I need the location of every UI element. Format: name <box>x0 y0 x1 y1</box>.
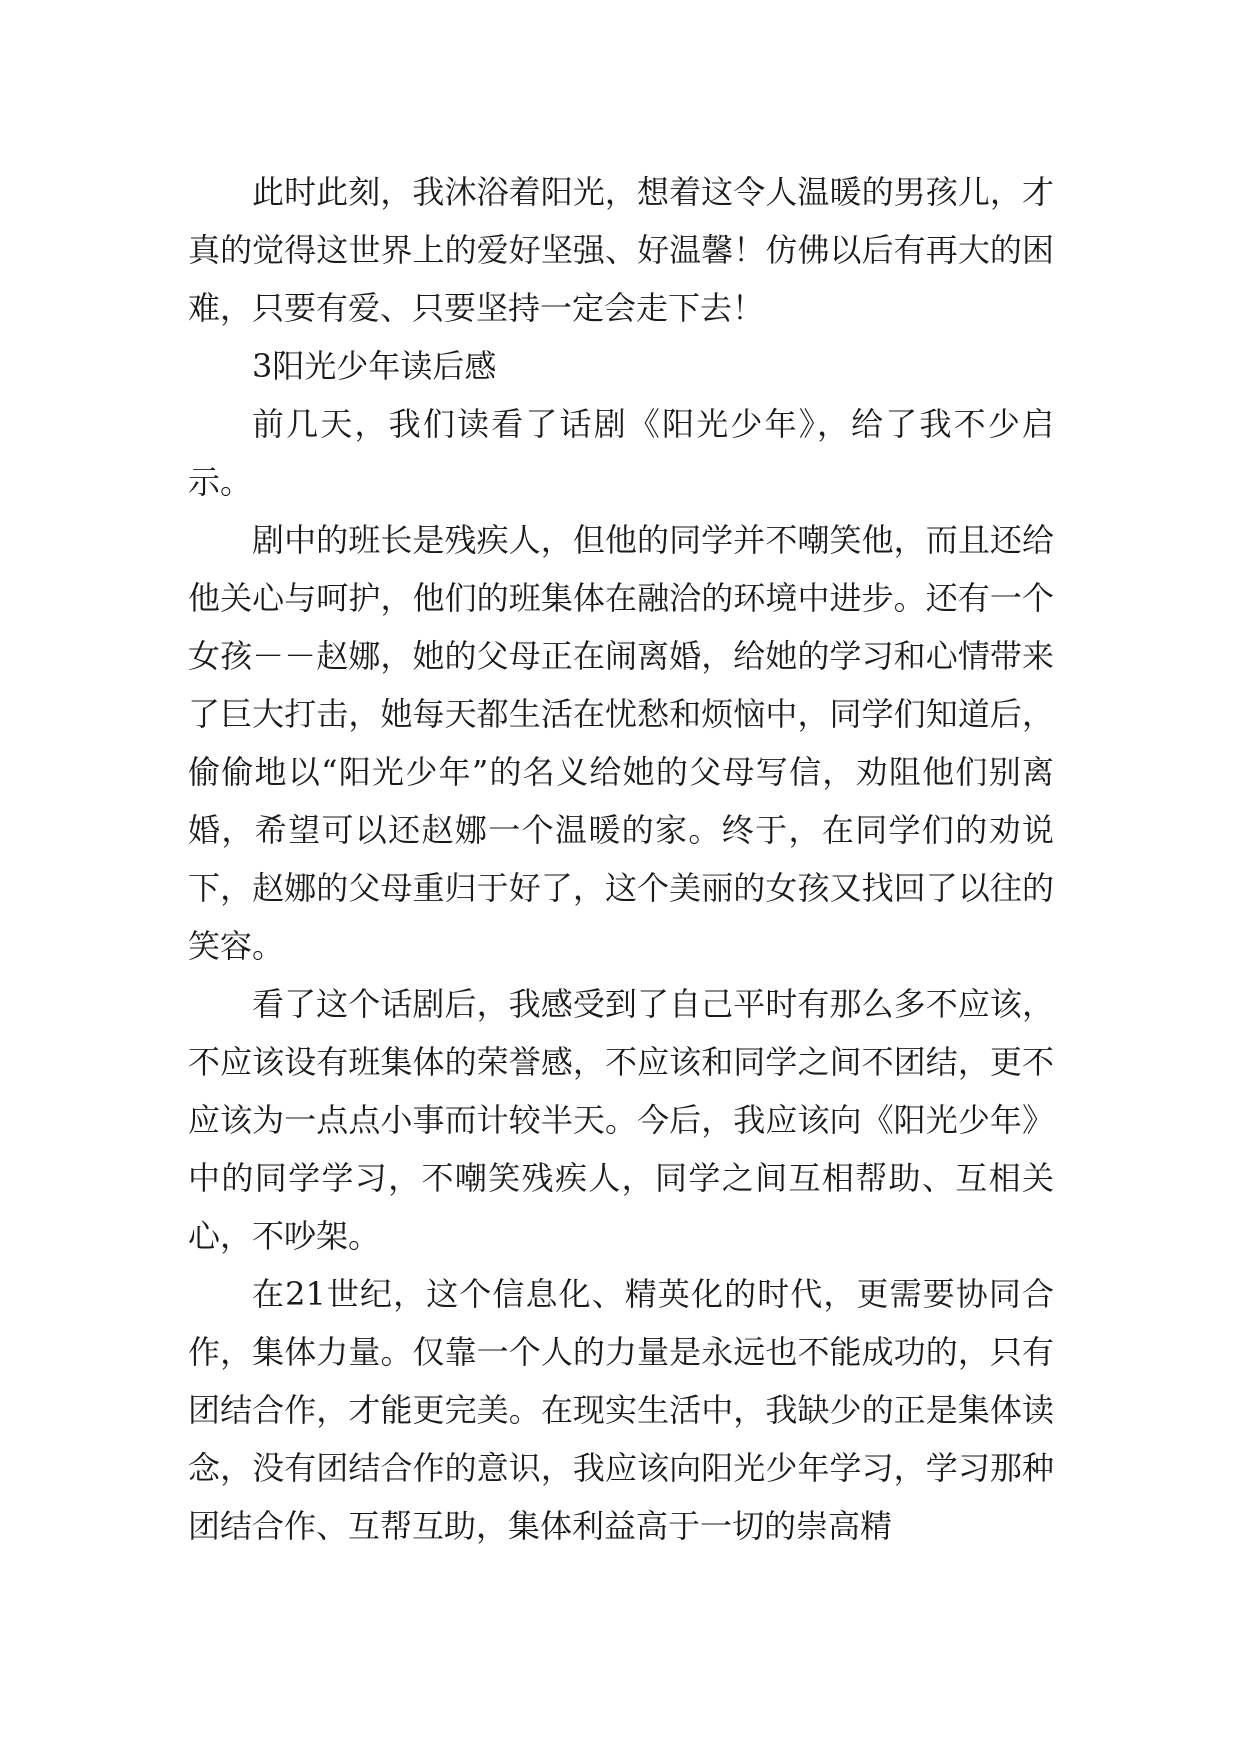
document-body <box>188 163 1054 1555</box>
section-heading: 3阳光少年读后感 <box>252 347 497 385</box>
paragraph-reflection: 看了这个话剧后，我感受到了自己平时有那么多不应该，不应该设有班集体的荣誉感，不应该和同学之间不团结，更不应该为一点点小事而计较半天。今后，我应该向《阳光少年》中的同学学习，不嘲笑残疾人，同学之间互相帮助、互相关心，不吵架。 <box>188 985 1054 1255</box>
paragraph-intro: 前几天，我们读看了话剧《阳光少年》，给了我不少启示。 <box>188 405 1054 501</box>
paragraph-closing: 此时此刻，我沐浴着阳光，想着这令人温暖的男孩儿，才真的觉得这世界上的爱好坚强、好温馨！仿佛以后有再大的困难，只要有爱、只要坚持一定会走下去！ <box>188 173 1054 327</box>
paragraph-story: 剧中的班长是残疾人，但他的同学并不嘲笑他，而且还给他关心与呵护，他们的班集体在融洽的环境中进步。还有一个女孩－－赵娜，她的父母正在闹离婚，给她的学习和心情带来了巨大打击，她每天都生活在忧愁和烦恼中，同学们知道后，偷偷地以“阳光少年”的名义给她的父母写信，劝阻他们别离婚，希望可以还赵娜一个温暖的家。终于，在同学们的劝说下，赵娜的父母重归于好了，这个美丽的女孩又找回了以往的笑容。 <box>188 521 1054 965</box>
paragraph-cooperation: 在21世纪，这个信息化、精英化的时代，更需要协同合作，集体力量。仅靠一个人的力量是永远也不能成功的，只有团结合作，才能更完美。在现实生活中，我缺少的正是集体读念，没有团结合作的意识，我应该向阳光少年学习，学习那种团结合作、互帮互助，集体利益高于一切的崇高精 <box>188 1275 1054 1545</box>
